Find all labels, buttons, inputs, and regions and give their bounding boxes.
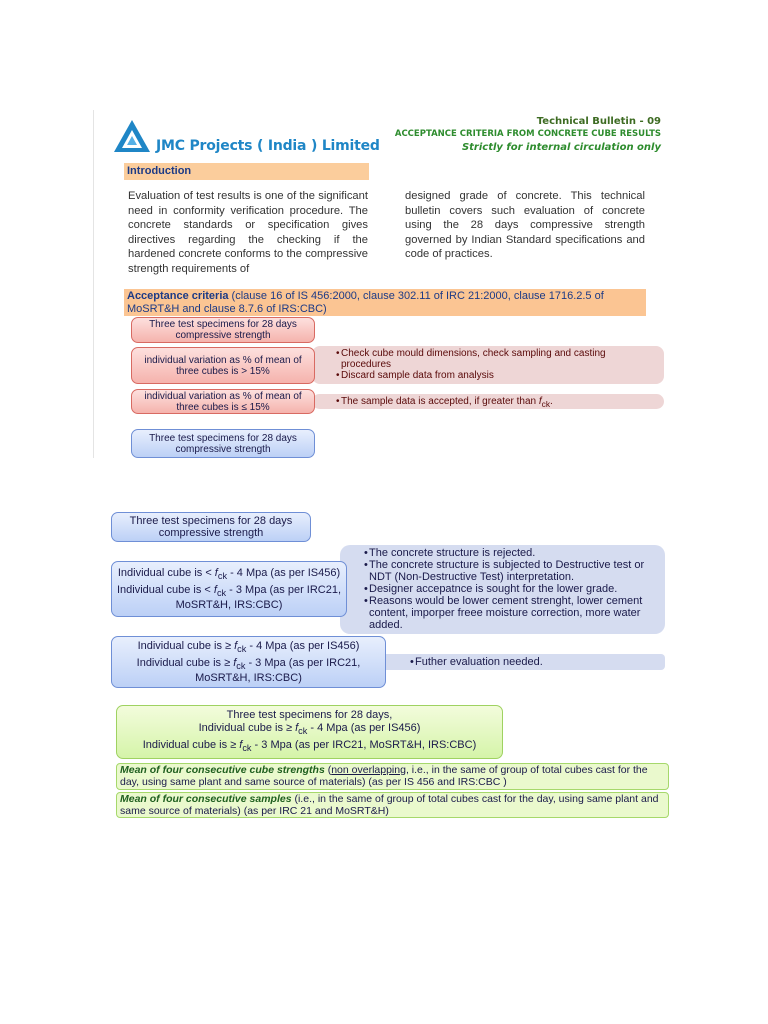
intro-paragraph-right: designed grade of concrete. This technical bulletin covers such evaluation of concrete using the 28 days compressive strength governed by Indian Standard specifications and code of practices.: [405, 190, 645, 261]
flow2-lt-is456: Individual cube is < $f_{ck} - 4$ Mpa (as per IS456): [117, 566, 341, 581]
flow2-above-limit-box: [111, 636, 386, 688]
flow3-line1: Three test specimens for 28 days,: [226, 709, 393, 722]
acceptance-title: Acceptance criteria: [127, 290, 229, 302]
flow1-variation-gt-box: individual variation as % of mean of three cubes is > 15%: [131, 347, 315, 384]
flow2-ge-is456: Individual cube is ≥ $f_{ck} - 4$ Mpa (as per IS456): [137, 639, 360, 654]
flow1-variation-le-box: individual variation as % of mean of three cubes is ≤ 15%: [131, 389, 315, 414]
flow1-action-item: • Discard sample data from analysis: [336, 370, 656, 381]
flow2-reject-item: • The concrete structure is rejected.: [364, 547, 657, 559]
flow1-specimens-box: Three test specimens for 28 days compressive strength: [131, 317, 315, 343]
flow2-specimens-box: Three test specimens for 28 days compressive strength: [111, 512, 311, 542]
jmc-triangle-logo-icon: [112, 118, 152, 156]
flow2-ge-irc21: Individual cube is ≥ $f_{ck} - 3$ Mpa (as per IRC21, MoSRT&H, IRS:CBC): [136, 657, 361, 685]
flow2-rejection-panel: [340, 545, 665, 634]
intro-heading: Introduction: [124, 163, 369, 180]
acceptance-clause: (clause 16 of IS 456:2000, clause 302.11 of IRC 21:2000, clause 1716.2.5 of MoSRT&H and clause 8.7.6 of IRS:CBC): [127, 290, 604, 315]
flow1-accept-action: [312, 394, 664, 409]
intro-paragraph-left: Evaluation of test results is one of the significant need in conformity verification procedure. The concrete standards or specification gives directives regarding the checking if the hardened concrete conforms to the compressive strength requirements of: [128, 190, 368, 275]
bulletin-number: Technical Bulletin - 09: [536, 116, 661, 127]
flow3-mean-cube-strip: Mean of four consecutive cube strengths (non overlapping, i.e., in the same of group of total cubes cast for the day, using same plant and same source of materials) (as per IS 456 and IRS:CBC ): [116, 763, 669, 790]
flow2-reject-item: • Designer accepatnce is sought for the lower grade.: [364, 583, 657, 595]
flow3-mean-samples-strip: Mean of four consecutive samples (i.e., in the same of group of total cubes cast for the day, using same plant and same source of materials) (as per IRC 21 and MoSRT&H): [116, 792, 669, 818]
flow1-reject-actions: [312, 346, 664, 384]
acceptance-criteria-heading: [124, 289, 646, 316]
flow3-line2: Individual cube is ≥ $f_{ck} - 4$ Mpa (as per IS456): [198, 722, 421, 737]
circulation-note: Strictly for internal circulation only: [461, 142, 661, 153]
flow3-line3: Individual cube is ≥ $f_{ck} - 3$ Mpa (as per IRC21, MoSRT&H, IRS:CBC): [142, 738, 477, 753]
flow2-below-limit-box: [111, 561, 347, 617]
flow3-specimens-box: [116, 705, 503, 759]
flow2-further-panel: [380, 654, 665, 670]
company-name: JMC Projects ( India ) Limited: [156, 138, 380, 154]
flow2-reject-item: • The concrete structure is subjected to Destructive test or NDT (Non-Destructive Test) interpretation.: [364, 559, 657, 583]
flow1-specimens-blue-box: Three test specimens for 28 days compressive strength: [131, 429, 315, 458]
flow1-accept-item: • The sample data is accepted, if greater than $f_{ck}$.: [336, 396, 656, 410]
page-margin-rule: [93, 110, 94, 458]
flow2-lt-irc21: Individual cube is < $f_{ck} - 3$ Mpa (as per IRC21, MoSRT&H, IRS:CBC): [116, 584, 342, 612]
flow2-reject-item: • Reasons would be lower cement strenght, lower cement content, imporper freee moisture correction, more water added.: [364, 595, 657, 631]
flow1-action-item: • Check cube mould dimensions, check sampling and casting procedures: [336, 348, 656, 370]
flow2-further-item: • Futher evaluation needed.: [410, 656, 657, 668]
bulletin-subject: ACCEPTANCE CRITERIA FROM CONCRETE CUBE RESULTS: [394, 129, 661, 139]
